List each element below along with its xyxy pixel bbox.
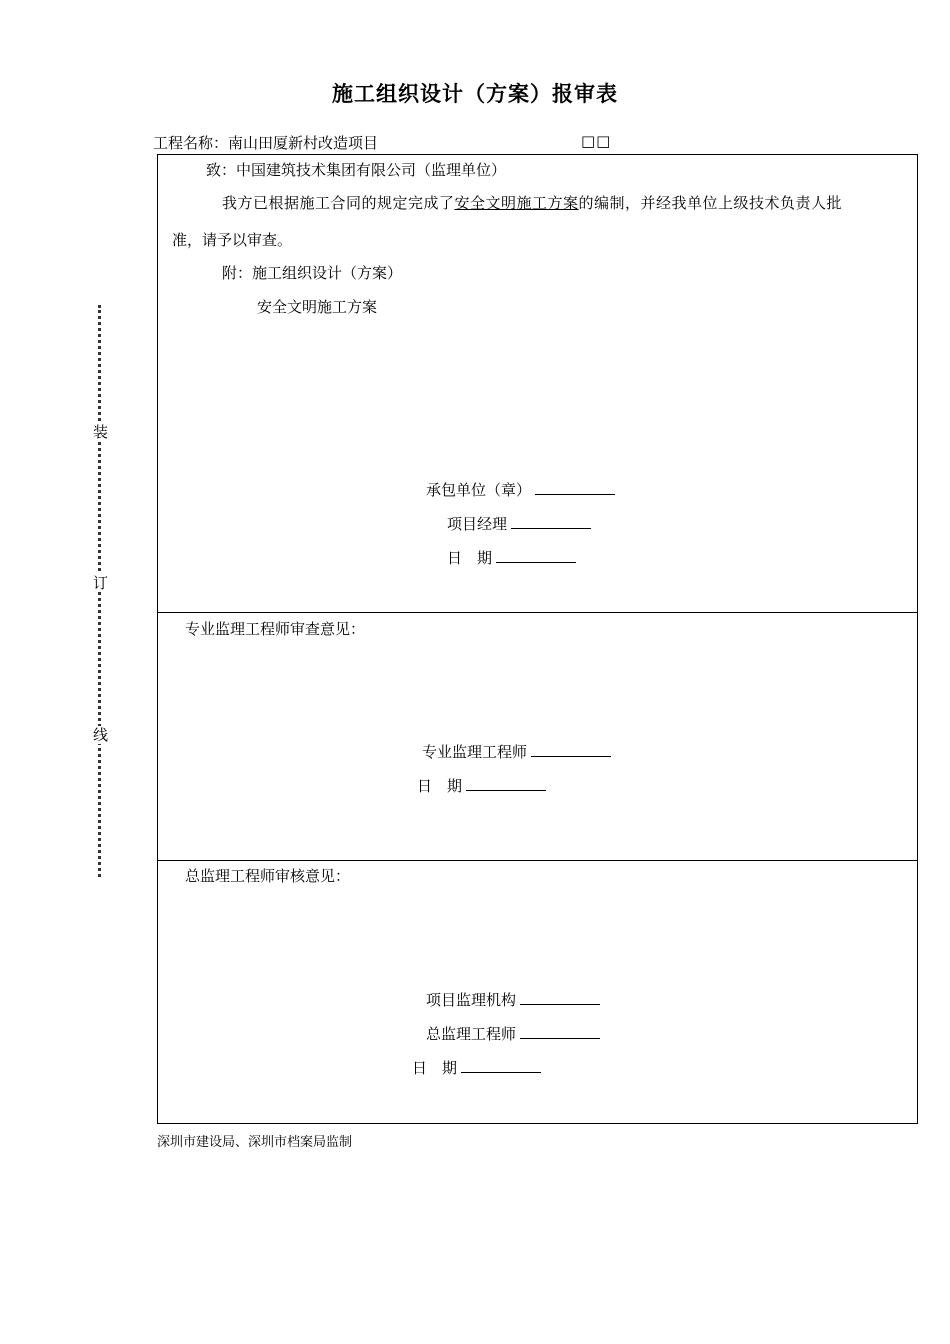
section-divider-1 (157, 612, 918, 613)
project-manager-signature-line (511, 514, 591, 529)
supervision-org-signature-line (520, 990, 600, 1005)
section2-date (417, 775, 546, 796)
engineer-signature (422, 741, 611, 762)
project-manager-label: 项目经理 (447, 515, 508, 533)
section1-date-label: 日 期 (447, 549, 493, 567)
plan-name: 安全文明施工方案 (454, 194, 579, 212)
section-divider-2 (157, 860, 918, 861)
section2-date-line (466, 776, 546, 791)
contractor-signature-line (535, 480, 615, 495)
chief-engineer-signature-line (520, 1024, 600, 1039)
attachment-label: 附：施工组织设计（方案） (222, 264, 403, 282)
checkbox-placeholders: □□ (581, 132, 612, 150)
engineer-label: 专业监理工程师 (422, 743, 528, 761)
binding-char-xian: 线 (93, 726, 109, 744)
section3-date (412, 1057, 541, 1078)
footer-issuer: 深圳市建设局、深圳市档案局监制 (157, 1135, 353, 1150)
section3-date-line (461, 1058, 541, 1073)
chief-review-heading: 总监理工程师审核意见： (185, 867, 351, 885)
contractor-label: 承包单位（章） (426, 481, 532, 499)
binding-char-zhuang: 装 (93, 423, 109, 441)
submission-statement (222, 192, 842, 213)
engineer-signature-line (531, 742, 611, 757)
page-title: 施工组织设计（方案）报审表 (332, 82, 618, 106)
attachment-item: 安全文明施工方案 (257, 298, 378, 316)
contractor-signature (426, 479, 615, 500)
statement-post: 的编制，并经我单位上级技术负责人批 (578, 194, 843, 212)
supervision-org-label: 项目监理机构 (426, 991, 517, 1009)
binding-char-ding: 订 (93, 574, 109, 592)
project-name: 工程名称：南山田厦新村改造项目 (153, 134, 379, 152)
submission-statement-line2: 准，请予以审查。 (172, 231, 293, 249)
addressee: 致：中国建筑技术集团有限公司（监理单位） (206, 161, 507, 179)
section2-date-label: 日 期 (417, 777, 463, 795)
section1-date (447, 547, 576, 568)
section3-date-label: 日 期 (412, 1059, 458, 1077)
supervision-org-signature (426, 989, 600, 1010)
chief-engineer-signature (426, 1023, 600, 1044)
engineer-review-heading: 专业监理工程师审查意见： (185, 620, 366, 638)
chief-engineer-label: 总监理工程师 (426, 1025, 517, 1043)
section1-date-line (496, 548, 576, 563)
project-manager-signature (447, 513, 591, 534)
statement-pre: 我方已根据施工合同的规定完成了 (222, 194, 455, 212)
